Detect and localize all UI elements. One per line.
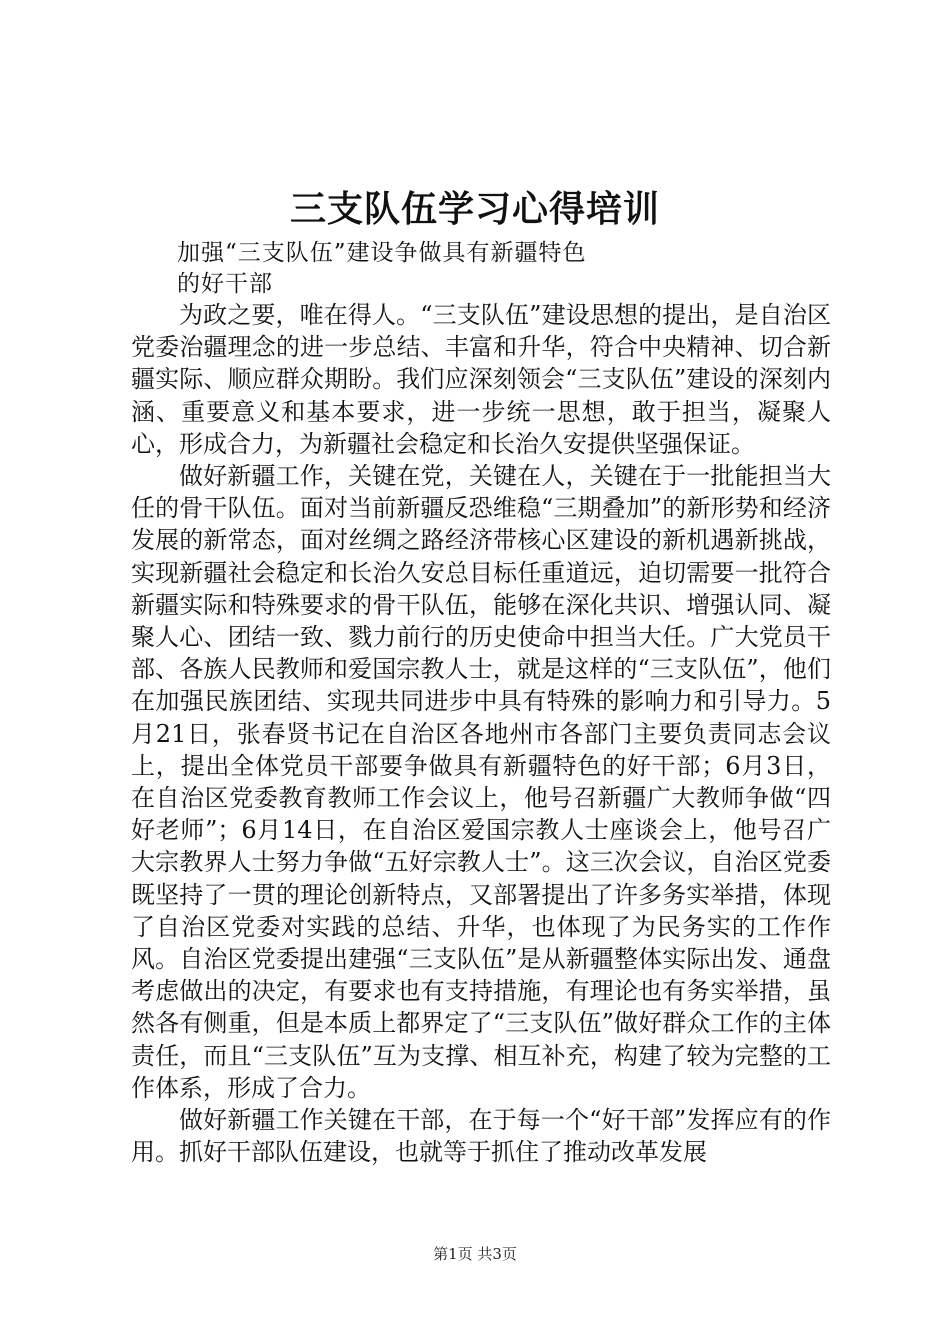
document-title: 三支队伍学习心得培训 (289, 188, 660, 230)
page-number-footer: 第1页 共3页 (433, 1245, 517, 1263)
document-subtitle-line-1: 加强“三支队伍”建设争做具有新疆特色 (177, 240, 587, 266)
body-paragraph: 为政之要，唯在得人。“三支队伍”建设思想的提出，是自治区党委治疆理念的进一步总结、丰富和升华，符合中央精神、切合新疆实际、顺应群众期盼。我们应深刻领会“三支队伍”建设的深刻内涵、重要意义和基本要求，进一步统一思想，敢于担当，凝聚人心，形成合力，为新疆社会稳定和长治久安提供坚强保证。 (131, 301, 831, 458)
body-paragraph: 做好新疆工作关键在干部，在于每一个“好干部”发挥应有的作用。抓好干部队伍建设，也就等于抓住了推动改革发展 (131, 1106, 831, 1167)
document-subtitle-line-2: 的好干部 (177, 271, 273, 297)
document-body (131, 299, 831, 1168)
body-paragraph: 做好新疆工作，关键在党，关键在人，关键在于一批能担当大任的骨干队伍。面对当前新疆反恐维稳“三期叠加”的新形势和经济发展的新常态，面对丝绸之路经济带核心区建设的新机遇新挑战，实现新疆社会稳定和长治久安总目标任重道远，迫切需要一批符合新疆实际和特殊要求的骨干队伍，能够在深化共识、增强认同、凝聚人心、团结一致、戮力前行的历史使命中担当大任。广大党员干部、各族人民教师和爱国宗教人士，就是这样的“三支队伍”，他们在加强民族团结、实现共同进步中具有特殊的影响力和引导力。5月21日，张春贤书记在自治区各地州市各部门主要负责同志会议上，提出全体党员干部要争做具有新疆特色的好干部；6月3日，在自治区党委教育教师工作会议上，他号召新疆广大教师争做“四好老师”；6月14日，在自治区爱国宗教人士座谈会上，他号召广大宗教界人士努力争做“五好宗教人士”。这三次会议，自治区党委既坚持了一贯的理论创新特点，又部署提出了许多务实举措，体现了自治区党委对实践的总结、升华，也体现了为民务实的工作作风。自治区党委提出建强“三支队伍”是从新疆整体实际出发、通盘考虑做出的决定，有要求也有支持措施，有理论也有务实举措，虽然各有侧重，但是本质上都界定了“三支队伍”做好群众工作的主体责任，而且“三支队伍”互为支撑、相互补充，构建了较为完整的工作体系，形成了合力。 (131, 462, 831, 1102)
